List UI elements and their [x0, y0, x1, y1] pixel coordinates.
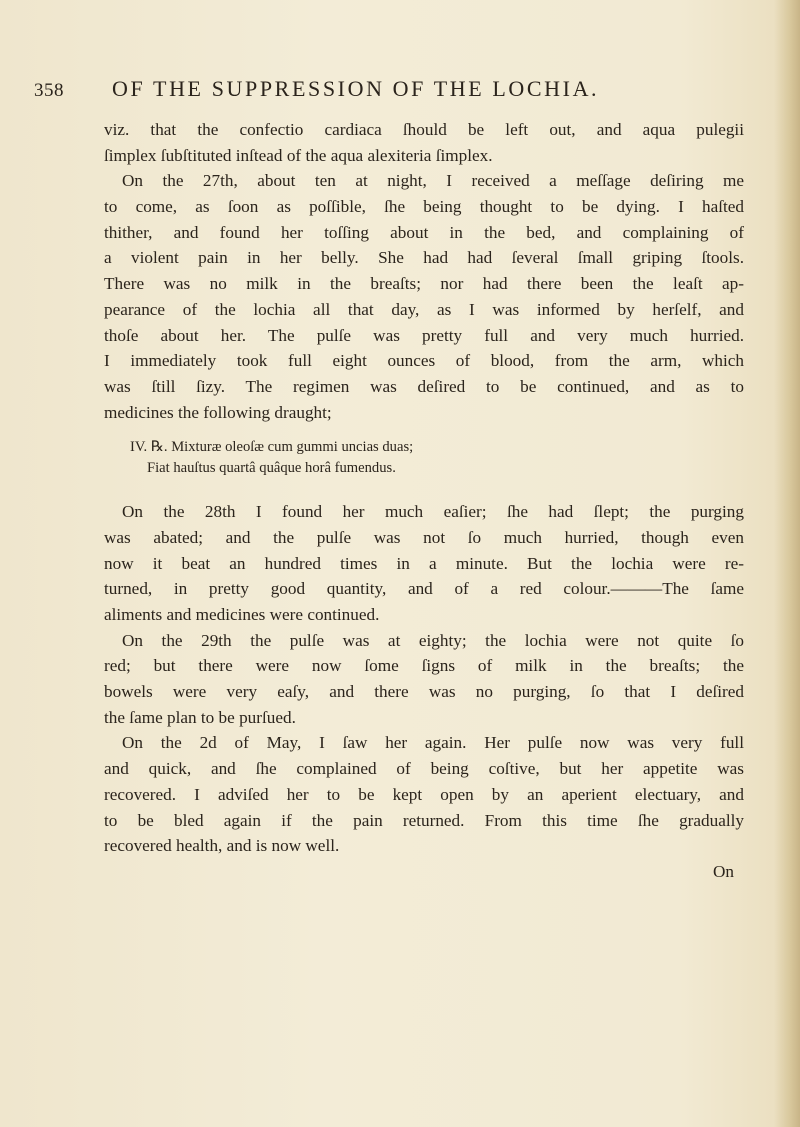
text-line: now it beat an hundred times in a minute. But the lochia were re-: [104, 553, 744, 573]
text-line: to come, as ſoon as poſſible, ſhe being thought to be dying. I haſted: [104, 197, 744, 217]
text-line: turned, in pretty good quantity, and of a red colour.———The ſame: [104, 579, 744, 599]
text-line: bowels were very eaſy, and there was no purging, ſo that I deſired: [104, 682, 744, 702]
text-line: red; but there were now ſome ſigns of milk in the breaſts; the: [104, 656, 744, 676]
text-line: to be bled again if the pain returned. From this time ſhe gradually: [104, 810, 744, 830]
running-title: OF THE SUPPRESSION OF THE LOCHIA.: [112, 76, 600, 101]
text-line: I immediately took full eight ounces of blood, from the arm, which: [104, 351, 744, 371]
page-header: [34, 76, 774, 112]
text-line: medicines the following draught;: [104, 402, 332, 422]
catchword: On: [712, 861, 734, 881]
text-line: ſimplex ſubſtituted inſtead of the aqua alexiteria ſimplex.: [104, 145, 493, 165]
page-number: 358: [34, 80, 64, 101]
text-line: viz. that the confectio cardiaca ſhould be left out, and aqua pulegii: [104, 120, 744, 139]
body-text: [104, 117, 744, 885]
text-line: and quick, and ſhe complained of being coſtive, but her appetite was: [104, 759, 744, 779]
text-line: pearance of the lochia all that day, as I was informed by herſelf, and: [104, 299, 744, 319]
text-line: There was no milk in the breaſts; nor had there been the leaſt ap-: [104, 274, 744, 294]
text-line: thoſe about her. The pulſe was pretty full and very much hurried.: [104, 325, 744, 345]
text-line: recovered. I adviſed her to be kept open by an aperient electuary, and: [104, 784, 744, 804]
text-line: was ſtill ſizy. The regimen was deſired to be continued, and as to: [104, 376, 744, 396]
text-line: a violent pain in her belly. She had had ſeveral ſmall griping ſtools.: [104, 248, 744, 268]
recipe-line: IV. ℞. Mixturæ oleoſæ cum gummi uncias duas;: [130, 439, 414, 456]
text-line: thither, and found her toſſing about in the bed, and complaining of: [104, 222, 744, 242]
text-line: On the 2d of May, I ſaw her again. Her pulſe now was very full: [122, 733, 744, 753]
text-line: the ſame plan to be purſued.: [104, 707, 296, 727]
recipe-line: Fiat hauſtus quartâ quâque horâ fumendus.: [147, 460, 396, 477]
text-line: On the 28th I found her much eaſier; ſhe had ſlept; the purging: [122, 502, 744, 522]
text-line: On the 27th, about ten at night, I received a meſſage deſiring me: [122, 171, 744, 191]
text-line: aliments and medicines were continued.: [104, 605, 380, 624]
text-line: was abated; and the pulſe was not ſo much hurried, though even: [104, 527, 744, 547]
text-line: On the 29th the pulſe was at eighty; the lochia were not quite ſo: [122, 630, 744, 650]
text-line: recovered health, and is now well.: [104, 836, 340, 856]
page-edge-stain: [774, 0, 800, 1127]
